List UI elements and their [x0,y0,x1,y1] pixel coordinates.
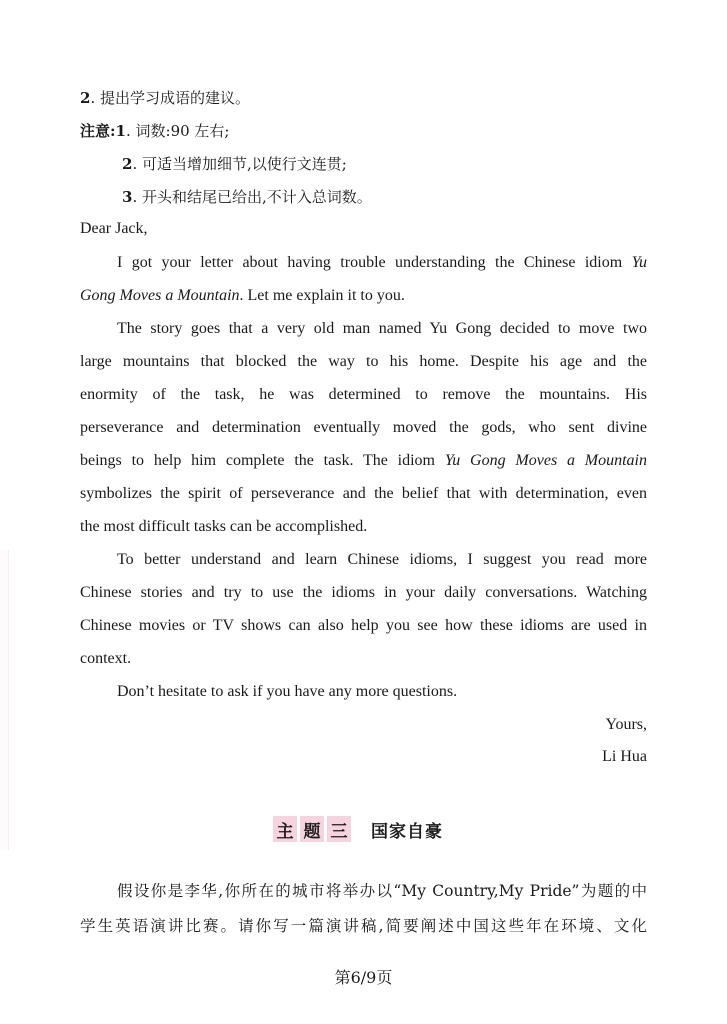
page-number: 第6/9页 [334,968,393,987]
page-edge-strip [0,550,9,850]
letter-p2-line2: large mountains that blocked the way to his home. Despite his age and the [80,353,647,370]
text: . Let me explain it to you. [239,287,405,304]
letter-p2-line6: symbolizes the spirit of perseverance and the belief that with determination, even [80,485,647,502]
letter-p4: Don’t hesitate to ask if you have any more questions. [117,683,458,700]
note-number: 2 [122,155,133,173]
letter-p1-line1 [117,253,647,273]
prompt-line1: 假设你是李华,你所在的城市将举办以“My Country,My Pride”为题的中 [117,882,647,900]
prompt-line2: 学生英语演讲比赛。请你写一篇演讲稿,简要阐述中国这些年在环境、文化 [80,917,647,935]
note-3 [122,187,372,207]
letter-p3-line2: Chinese stories and try to use the idioms in your daily conversations. Watching [80,584,647,601]
letter-p2-line4: perseverance and determination eventually moved the gods, who sent divine [80,419,647,436]
idiom-italic: Yu Gong Moves a Mountain [444,452,647,469]
section-badge-char: 三 [327,816,351,842]
instruction-item-2 [80,88,250,108]
letter-p2-line1: The story goes that a very old man named Yu Gong decided to move two [117,320,647,337]
note-text: . 可适当增加细节,以使行文连贯; [132,155,347,173]
item-text: . 提出学习成语的建议。 [90,89,250,107]
letter-p1-line2 [80,286,405,306]
letter-p2-line7: the most difficult tasks can be accomplished. [80,518,368,535]
note-1 [80,121,229,141]
letter-p3-line1: To better understand and learn Chinese idioms, I suggest you read more [117,551,647,568]
letter-salutation: Dear Jack, [80,220,148,237]
note-text: . 词数:90 左右; [125,122,230,140]
note-2 [122,154,347,174]
text: beings to help him complete the task. The idiom [80,452,445,469]
idiom-italic: Yu [631,254,647,271]
note-text: . 开头和结尾已给出,不计入总词数。 [132,188,372,206]
letter-signature: Li Hua [602,748,647,765]
letter-p2-line5 [80,451,647,471]
section-title: 国家自豪 [371,821,443,842]
note-label: 注意: [80,122,116,140]
note-number: 1 [115,122,126,140]
letter-closing: Yours, [605,716,647,733]
section-badge-char: 主 [273,816,297,842]
idiom-italic: Gong Moves a Mountain [80,287,240,304]
letter-p3-line4: context. [80,650,132,667]
text: I got your letter about having trouble understanding the Chinese idiom [117,254,632,271]
letter-p2-line3: enormity of the task, he was determined to remove the mountains. His [80,386,647,403]
note-number: 3 [122,188,133,206]
section-heading [273,815,443,843]
letter-p3-line3: Chinese movies or TV shows can also help you see how these idioms are used in [80,617,647,634]
item-number: 2 [80,89,91,107]
section-badge-char: 题 [300,816,324,842]
